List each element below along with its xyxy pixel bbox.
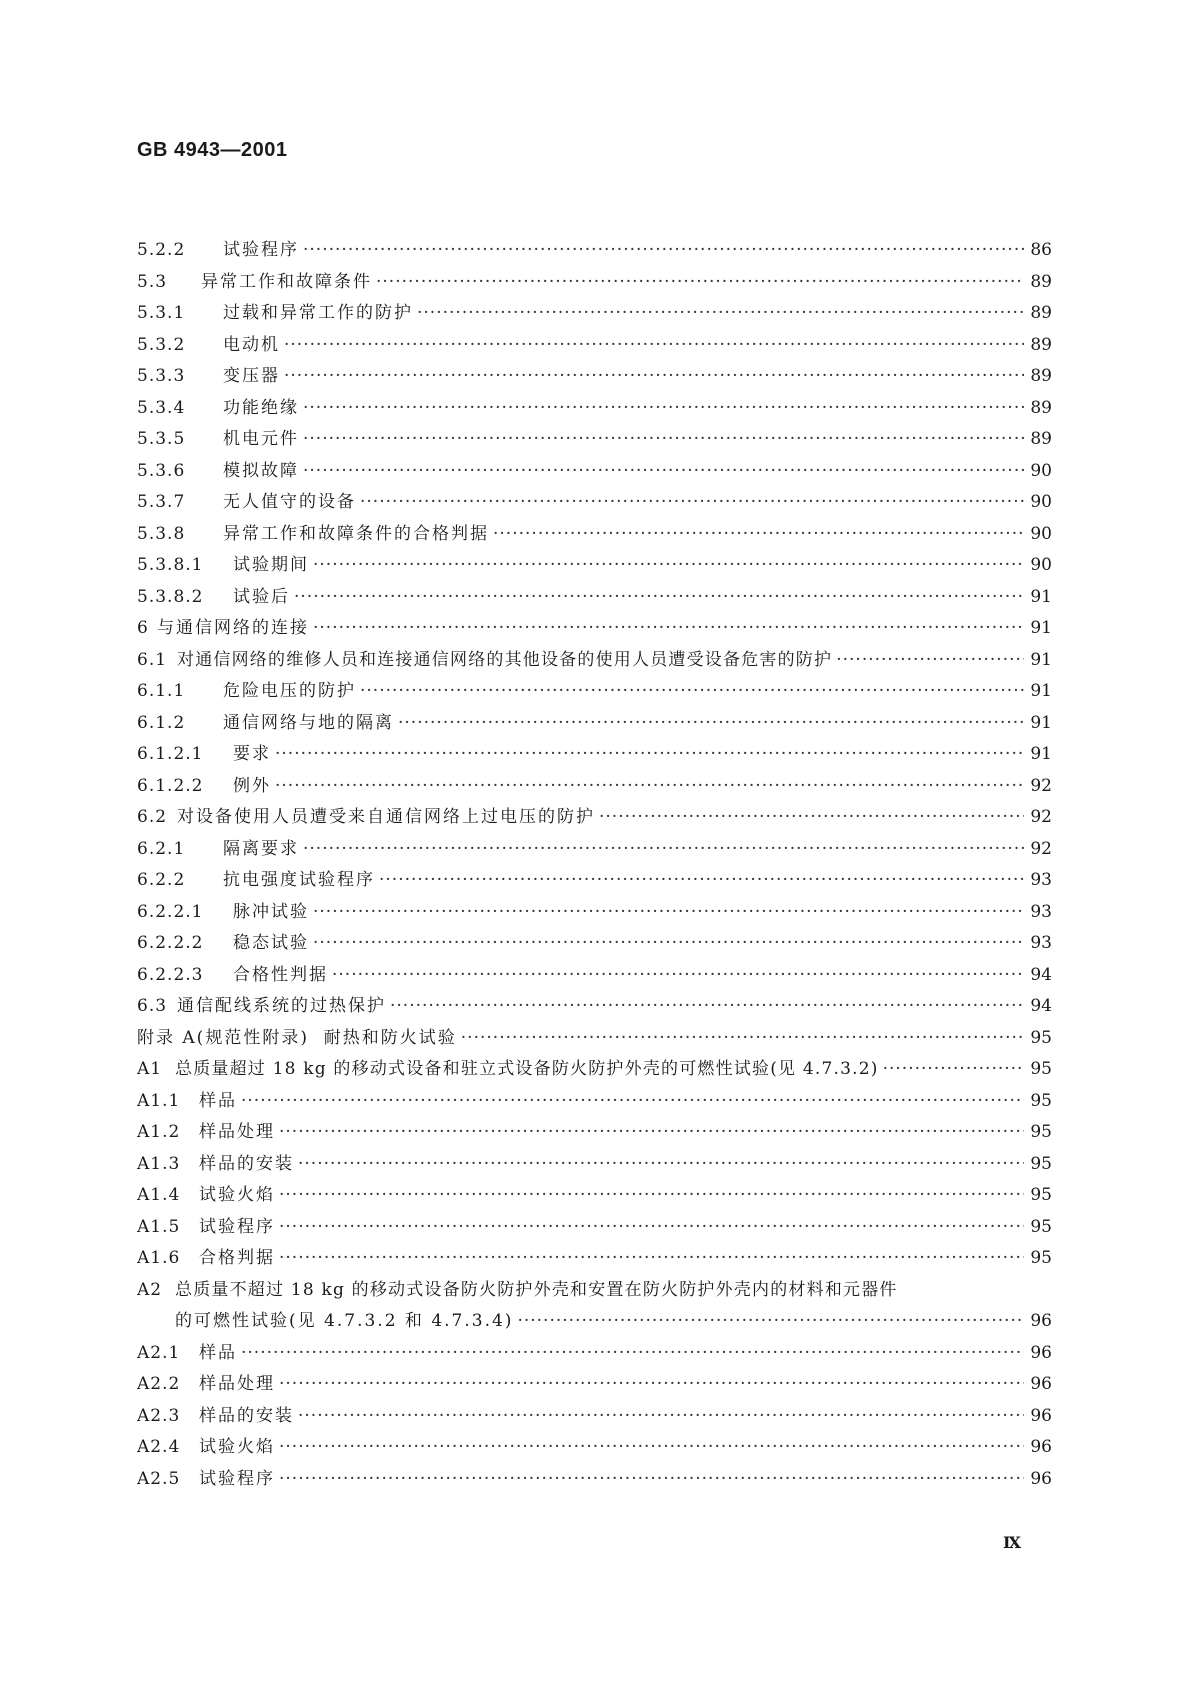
toc-dot-leader bbox=[241, 1338, 1024, 1370]
toc-entry-page: 94 bbox=[1030, 996, 1052, 1016]
toc-entry-number: 6.2.2.1 bbox=[137, 901, 204, 922]
toc-entry-title: 试验火焰 bbox=[199, 1437, 275, 1457]
toc-entry-number: 5.3 bbox=[137, 271, 168, 292]
toc-entry-title: 功能绝缘 bbox=[223, 397, 299, 418]
toc-dot-leader bbox=[279, 1464, 1024, 1496]
toc-entry-number: A2.4 bbox=[137, 1437, 181, 1457]
toc-entry[interactable] bbox=[137, 991, 1052, 1023]
toc-entry[interactable] bbox=[137, 519, 1052, 551]
toc-entry-title: 样品的安装 bbox=[199, 1405, 294, 1426]
toc-entry-title: 样品 bbox=[199, 1342, 237, 1363]
toc-dot-leader bbox=[493, 519, 1024, 551]
toc-dot-leader bbox=[313, 613, 1024, 645]
toc-dot-leader bbox=[303, 834, 1024, 866]
toc-entry-page: 95 bbox=[1030, 1059, 1052, 1079]
toc-entry[interactable] bbox=[137, 645, 1052, 677]
toc-dot-leader bbox=[275, 739, 1024, 771]
toc-entry[interactable] bbox=[137, 1432, 1052, 1464]
toc-entry[interactable] bbox=[137, 393, 1052, 425]
toc-entry[interactable] bbox=[137, 960, 1052, 992]
toc-entry-number: 5.3.2 bbox=[137, 334, 186, 355]
toc-entry-title: 样品 bbox=[199, 1090, 237, 1111]
toc-entry-title: 脉冲试验 bbox=[233, 901, 309, 922]
toc-entry-title: 总质量不超过 18 kg 的移动式设备防火防护外壳和安置在防火防护外壳内的材料和元器件 bbox=[175, 1279, 898, 1300]
toc-entry[interactable] bbox=[137, 298, 1052, 330]
toc-entry-page: 95 bbox=[1030, 1216, 1052, 1237]
toc-entry[interactable] bbox=[137, 865, 1052, 897]
toc-entry-number: A2.1 bbox=[137, 1342, 181, 1363]
toc-entry-title: 异常工作和故障条件 bbox=[201, 271, 372, 292]
toc-entry[interactable] bbox=[137, 424, 1052, 456]
toc-entry-page: 94 bbox=[1030, 964, 1052, 985]
toc-entry[interactable] bbox=[137, 1275, 1052, 1307]
toc-dot-leader bbox=[275, 771, 1024, 803]
toc-entry-title: 合格性判据 bbox=[233, 964, 328, 985]
toc-entry-number: 5.3.5 bbox=[137, 429, 186, 449]
toc-entry[interactable] bbox=[137, 235, 1052, 267]
toc-entry-number: A1.3 bbox=[137, 1153, 181, 1174]
toc-entry-page: 96 bbox=[1030, 1405, 1052, 1426]
toc-entry[interactable] bbox=[137, 267, 1052, 299]
toc-entry-title: 例外 bbox=[233, 775, 271, 796]
toc-entry-number: 6.1.2.1 bbox=[137, 744, 204, 764]
toc-entry-number: 5.3.8.2 bbox=[137, 586, 204, 607]
toc-entry-title: 试验期间 bbox=[233, 555, 309, 575]
toc-entry-page: 89 bbox=[1030, 429, 1052, 449]
toc-entry[interactable] bbox=[137, 739, 1052, 771]
toc-entry-number: 6.1.1 bbox=[137, 681, 186, 701]
toc-dot-leader bbox=[279, 1432, 1024, 1464]
toc-entry-page: 96 bbox=[1030, 1342, 1052, 1363]
toc-entry-number: 5.3.6 bbox=[137, 460, 186, 481]
toc-entry-number: 5.3.8.1 bbox=[137, 555, 204, 575]
toc-entry-title: 的可燃性试验(见 4.7.3.2 和 4.7.3.4) bbox=[175, 1311, 514, 1331]
toc-entry-page: 91 bbox=[1030, 712, 1052, 733]
toc-dot-leader bbox=[241, 1086, 1024, 1118]
toc-entry-title: 对通信网络的维修人员和连接通信网络的其他设备的使用人员遭受设备危害的防护 bbox=[177, 649, 833, 670]
toc-dot-leader bbox=[294, 582, 1024, 614]
toc-entry-title: 模拟故障 bbox=[223, 460, 299, 481]
toc-entry-page: 95 bbox=[1030, 1090, 1052, 1111]
toc-entry[interactable] bbox=[137, 1369, 1052, 1401]
toc-entry[interactable] bbox=[137, 1023, 1052, 1055]
toc-entry-title: 通信配线系统的过热保护 bbox=[177, 996, 386, 1016]
toc-entry-page: 89 bbox=[1030, 303, 1052, 323]
toc-entry-number: 6.1.2 bbox=[137, 712, 186, 733]
toc-dot-leader bbox=[284, 330, 1024, 362]
toc-entry-page: 91 bbox=[1030, 744, 1052, 764]
toc-entry-page: 93 bbox=[1030, 901, 1052, 922]
toc-entry[interactable] bbox=[137, 834, 1052, 866]
toc-dot-leader bbox=[303, 393, 1024, 425]
toc-entry-number: 6.1.2.2 bbox=[137, 775, 204, 796]
toc-dot-leader bbox=[836, 645, 1024, 677]
standard-id-header: GB 4943—2001 bbox=[137, 139, 288, 161]
toc-entry-number: 6.2.2.3 bbox=[137, 964, 204, 985]
toc-entry-page: 89 bbox=[1030, 271, 1052, 292]
toc-entry[interactable] bbox=[137, 550, 1052, 582]
toc-dot-leader bbox=[303, 235, 1024, 267]
toc-entry-number: A1.6 bbox=[137, 1248, 181, 1268]
toc-entry[interactable] bbox=[137, 928, 1052, 960]
toc-entry[interactable] bbox=[137, 487, 1052, 519]
toc-entry-page: 92 bbox=[1030, 838, 1052, 859]
toc-entry-page: 90 bbox=[1030, 492, 1052, 512]
toc-entry-page: 89 bbox=[1030, 334, 1052, 355]
toc-entry[interactable] bbox=[137, 1054, 1052, 1086]
toc-entry-number: A2.2 bbox=[137, 1374, 181, 1394]
toc-dot-leader bbox=[376, 267, 1024, 299]
toc-entry-title: 样品处理 bbox=[199, 1122, 275, 1142]
toc-dot-leader bbox=[313, 928, 1024, 960]
toc-dot-leader bbox=[279, 1243, 1024, 1275]
toc-dot-leader bbox=[599, 802, 1024, 834]
toc-entry-page: 91 bbox=[1030, 681, 1052, 701]
toc-entry[interactable] bbox=[137, 1464, 1052, 1496]
toc-entry-page: 93 bbox=[1030, 933, 1052, 953]
toc-dot-leader bbox=[303, 424, 1024, 456]
toc-entry-page: 96 bbox=[1030, 1311, 1052, 1331]
toc-entry-title: 机电元件 bbox=[223, 429, 299, 449]
toc-entry-page: 91 bbox=[1030, 649, 1052, 670]
toc-entry-number: 6.2.2 bbox=[137, 870, 186, 890]
toc-entry-number: A2 bbox=[137, 1279, 163, 1300]
toc-entry-number: A1.2 bbox=[137, 1122, 181, 1142]
toc-entry-page: 96 bbox=[1030, 1374, 1052, 1394]
toc-entry[interactable] bbox=[137, 1401, 1052, 1433]
toc-entry-page: 95 bbox=[1030, 1153, 1052, 1174]
toc-entry-number: 6.3 bbox=[137, 996, 168, 1016]
toc-entry-title: 变压器 bbox=[223, 366, 280, 386]
toc-entry[interactable] bbox=[137, 676, 1052, 708]
toc-entry-number: 5.3.7 bbox=[137, 492, 186, 512]
toc-entry-title: 抗电强度试验程序 bbox=[223, 870, 375, 890]
toc-dot-leader bbox=[517, 1306, 1024, 1338]
toc-entry-page: 86 bbox=[1030, 240, 1052, 260]
toc-dot-leader bbox=[279, 1180, 1024, 1212]
toc-entry-number: A1.5 bbox=[137, 1216, 181, 1237]
toc-dot-leader bbox=[417, 298, 1024, 330]
toc-entry[interactable] bbox=[137, 1117, 1052, 1149]
toc-entry[interactable] bbox=[137, 897, 1052, 929]
toc-entry[interactable] bbox=[137, 1243, 1052, 1275]
toc-entry-number: A2.5 bbox=[137, 1468, 181, 1489]
toc-dot-leader bbox=[298, 1401, 1024, 1433]
toc-entry-page: 90 bbox=[1030, 523, 1052, 544]
toc-entry-page: 92 bbox=[1030, 807, 1052, 827]
toc-entry-title: 对设备使用人员遭受来自通信网络上过电压的防护 bbox=[177, 807, 595, 827]
toc-entry-number: 5.3.4 bbox=[137, 397, 186, 418]
toc-dot-leader bbox=[332, 960, 1024, 992]
toc-entry-page: 95 bbox=[1030, 1122, 1052, 1142]
toc-dot-leader bbox=[298, 1149, 1024, 1181]
toc-dot-leader bbox=[398, 708, 1024, 740]
toc-entry-number: 6.2 bbox=[137, 807, 168, 827]
toc-entry-title: 要求 bbox=[233, 744, 271, 764]
toc-entry-number: A2.3 bbox=[137, 1405, 181, 1426]
toc-entry-number: A1.1 bbox=[137, 1090, 181, 1111]
toc-entry-page: 95 bbox=[1030, 1185, 1052, 1205]
toc-dot-leader bbox=[390, 991, 1024, 1023]
toc-entry-title: 试验程序 bbox=[223, 240, 299, 260]
toc-entry-title: 样品处理 bbox=[199, 1374, 275, 1394]
toc-entry-page: 90 bbox=[1030, 555, 1052, 575]
toc-entry[interactable] bbox=[137, 771, 1052, 803]
toc-dot-leader bbox=[279, 1369, 1024, 1401]
toc-entry-title: 无人值守的设备 bbox=[223, 492, 356, 512]
toc-entry[interactable] bbox=[137, 456, 1052, 488]
toc-entry-title: 稳态试验 bbox=[233, 933, 309, 953]
toc-entry[interactable] bbox=[137, 1338, 1052, 1370]
toc-entry-title: 电动机 bbox=[223, 334, 280, 355]
toc-entry-title: 合格判据 bbox=[199, 1248, 275, 1268]
toc-dot-leader bbox=[279, 1212, 1024, 1244]
toc-entry-title: 试验程序 bbox=[199, 1216, 275, 1237]
toc-entry-page: 91 bbox=[1030, 586, 1052, 607]
toc-entry-page: 96 bbox=[1030, 1437, 1052, 1457]
toc-entry[interactable] bbox=[137, 708, 1052, 740]
toc-entry-number: A1 bbox=[137, 1059, 163, 1079]
toc-entry-title: 过载和异常工作的防护 bbox=[223, 303, 413, 323]
toc-entry-page: 90 bbox=[1030, 460, 1052, 481]
toc-dot-leader bbox=[279, 1117, 1024, 1149]
toc-entry-page: 95 bbox=[1030, 1027, 1052, 1048]
toc-entry-title: 通信网络与地的隔离 bbox=[223, 712, 394, 733]
toc-entry-title: 危险电压的防护 bbox=[223, 681, 356, 701]
toc-entry[interactable] bbox=[137, 1086, 1052, 1118]
toc-entry-number: 5.2.2 bbox=[137, 240, 186, 260]
toc-dot-leader bbox=[313, 550, 1024, 582]
toc-dot-leader bbox=[360, 676, 1024, 708]
toc-entry[interactable] bbox=[137, 613, 1052, 645]
toc-dot-leader bbox=[360, 487, 1024, 519]
toc-dot-leader bbox=[883, 1054, 1024, 1086]
toc-entry[interactable] bbox=[137, 1149, 1052, 1181]
toc-dot-leader bbox=[461, 1023, 1024, 1055]
toc-entry-title: 总质量超过 18 kg 的移动式设备和驻立式设备防火防护外壳的可燃性试验(见 4.7.3.2) bbox=[175, 1059, 879, 1079]
toc-entry[interactable] bbox=[137, 802, 1052, 834]
page-number: Ⅸ bbox=[1003, 1535, 1022, 1552]
toc-entry-title: 试验程序 bbox=[199, 1468, 275, 1489]
toc-entry-title: 与通信网络的连接 bbox=[157, 618, 309, 638]
toc-entry[interactable] bbox=[137, 1306, 1052, 1338]
table-of-contents bbox=[137, 235, 1052, 1495]
toc-entry-title: 异常工作和故障条件的合格判据 bbox=[223, 523, 489, 544]
toc-dot-leader bbox=[303, 456, 1024, 488]
toc-entry-page: 92 bbox=[1030, 775, 1052, 796]
toc-entry-number: 6.1 bbox=[137, 649, 168, 670]
toc-entry-page: 95 bbox=[1030, 1248, 1052, 1268]
toc-entry[interactable] bbox=[137, 582, 1052, 614]
toc-entry-number: 6.2.2.2 bbox=[137, 933, 204, 953]
toc-entry[interactable] bbox=[137, 330, 1052, 362]
toc-dot-leader bbox=[284, 361, 1024, 393]
toc-entry-title: 试验后 bbox=[233, 586, 290, 607]
toc-entry-page: 91 bbox=[1030, 618, 1052, 638]
toc-entry-number: 6.2.1 bbox=[137, 838, 186, 859]
toc-entry-page: 96 bbox=[1030, 1468, 1052, 1489]
toc-entry-number: 6 bbox=[137, 618, 149, 638]
toc-entry[interactable] bbox=[137, 1212, 1052, 1244]
toc-dot-leader bbox=[379, 865, 1024, 897]
toc-entry-number: 5.3.8 bbox=[137, 523, 186, 544]
toc-entry[interactable] bbox=[137, 361, 1052, 393]
toc-entry-page: 89 bbox=[1030, 366, 1052, 386]
toc-entry-title: 隔离要求 bbox=[223, 838, 299, 859]
toc-entry-title: 附录 A(规范性附录) 耐热和防火试验 bbox=[137, 1027, 457, 1048]
toc-entry-page: 89 bbox=[1030, 397, 1052, 418]
toc-entry-page: 93 bbox=[1030, 870, 1052, 890]
toc-entry-title: 试验火焰 bbox=[199, 1185, 275, 1205]
toc-entry-number: A1.4 bbox=[137, 1185, 181, 1205]
toc-entry-number: 5.3.3 bbox=[137, 366, 186, 386]
toc-entry-number: 5.3.1 bbox=[137, 303, 186, 323]
toc-entry-title: 样品的安装 bbox=[199, 1153, 294, 1174]
toc-entry[interactable] bbox=[137, 1180, 1052, 1212]
toc-dot-leader bbox=[313, 897, 1024, 929]
